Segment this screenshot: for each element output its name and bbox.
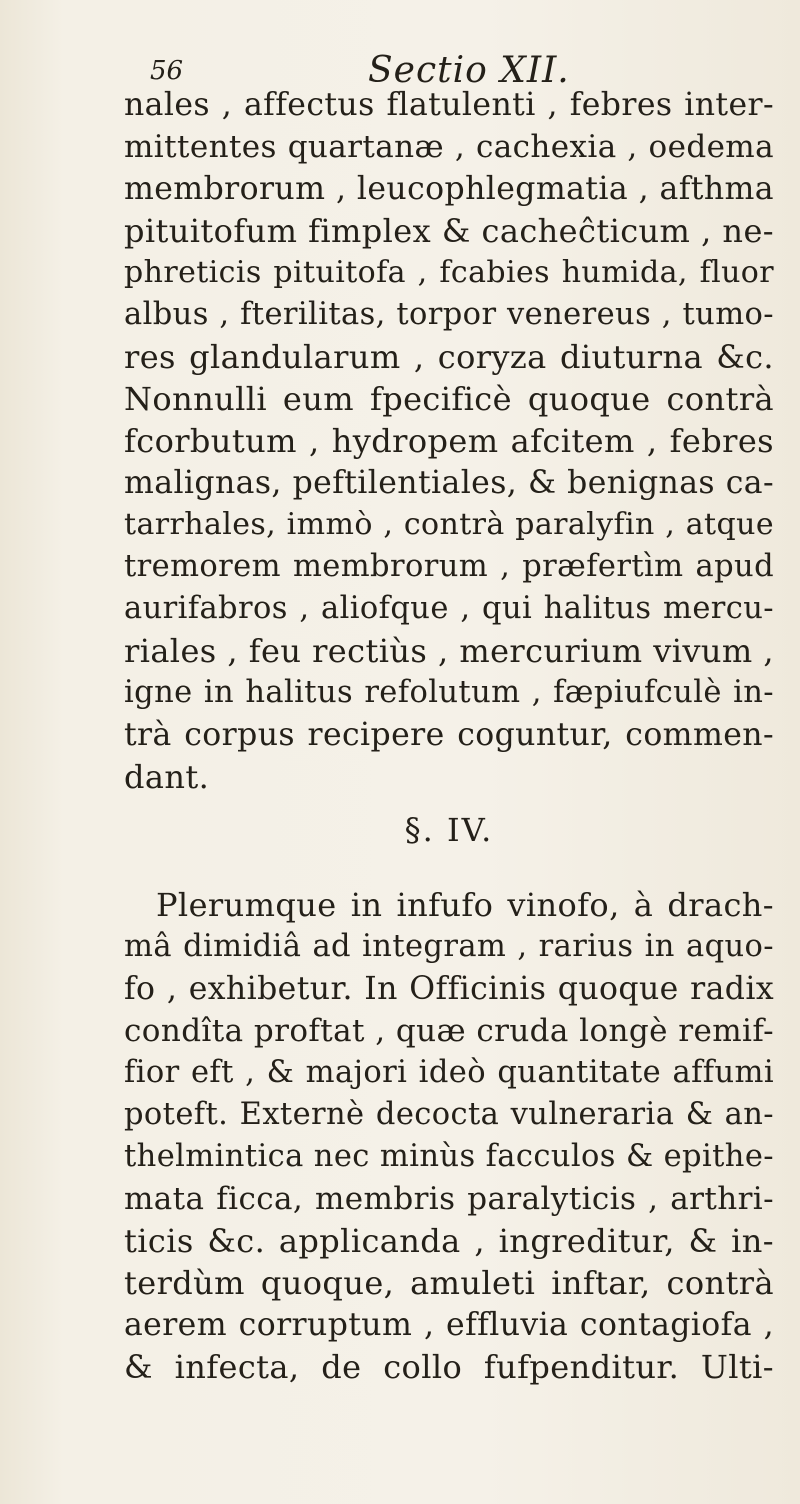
page-number: 56 [150, 56, 184, 86]
text-line: membrorum , leucophlegmatia , afthma [124, 171, 774, 207]
text-line: condîta proftat , quæ cruda longè remif- [124, 1013, 774, 1049]
text-line: tremorem membrorum , præfertìm apud [124, 549, 774, 584]
text-line: mâ dimidiâ ad integram , rarius in aquo- [124, 929, 774, 964]
body-text [124, 84, 774, 1388]
section-heading: §. IV. [404, 811, 494, 849]
text-line: terdùm quoque, amuleti inftar, contrà [124, 1264, 774, 1302]
text-line: fior eft , & majori ideò quantitate affumi [124, 1055, 774, 1090]
text-line: mittentes quartanæ , cachexia , oedema [124, 129, 774, 165]
text-line: aerem corruptum , effluvia contagiofa , [124, 1307, 774, 1343]
text-line: & infecta, de collo fufpenditur. Ulti- [124, 1348, 774, 1386]
text-line: trà corpus recipere coguntur, commen- [124, 717, 774, 753]
text-line: thelmintica nec minùs facculos & epithe- [124, 1139, 774, 1174]
text-line: poteft. Externè decocta vulneraria & an- [124, 1097, 774, 1132]
text-line: tarrhales, immò , contrà paralyfin , atque [124, 507, 774, 542]
paragraph-first-line: Plerumque in infufo vinofo, à drach- [156, 886, 774, 924]
text-line: phreticis pituitofa , fcabies humida, fluor [124, 255, 774, 290]
text-line: aurifabros , aliofque , qui halitus mercu- [124, 591, 774, 626]
section-spacer [124, 862, 774, 884]
text-line: dant. [124, 758, 210, 796]
running-head: Sectio XII. [368, 50, 570, 91]
text-line: riales , feu rectiùs , mercurium vivum , [124, 632, 774, 670]
text-line: ticis &c. applicanda , ingreditur, & in- [124, 1222, 774, 1260]
text-line: res glandularum , coryza diuturna &c. [124, 338, 774, 376]
text-line: fcorbutum , hydropem afcitem , febres [124, 422, 774, 460]
text-line: fo , exhibetur. In Officinis quoque radix [124, 971, 774, 1007]
text-line: albus , fterilitas, torpor venereus , tumo- [124, 297, 774, 332]
text-line: igne in halitus refolutum , fæpiufculè in- [124, 675, 774, 710]
text-line: pituitofum fimplex & cacheĉticum , ne- [124, 212, 774, 250]
text-line: nales , affectus flatulenti , febres inter- [124, 87, 774, 123]
text-line: Nonnulli eum fpecificè quoque contrà [124, 380, 774, 418]
text-line: mata ficca, membris paralyticis , arthri- [124, 1181, 774, 1217]
text-line: malignas, peftilentiales, & benignas ca- [124, 465, 774, 501]
